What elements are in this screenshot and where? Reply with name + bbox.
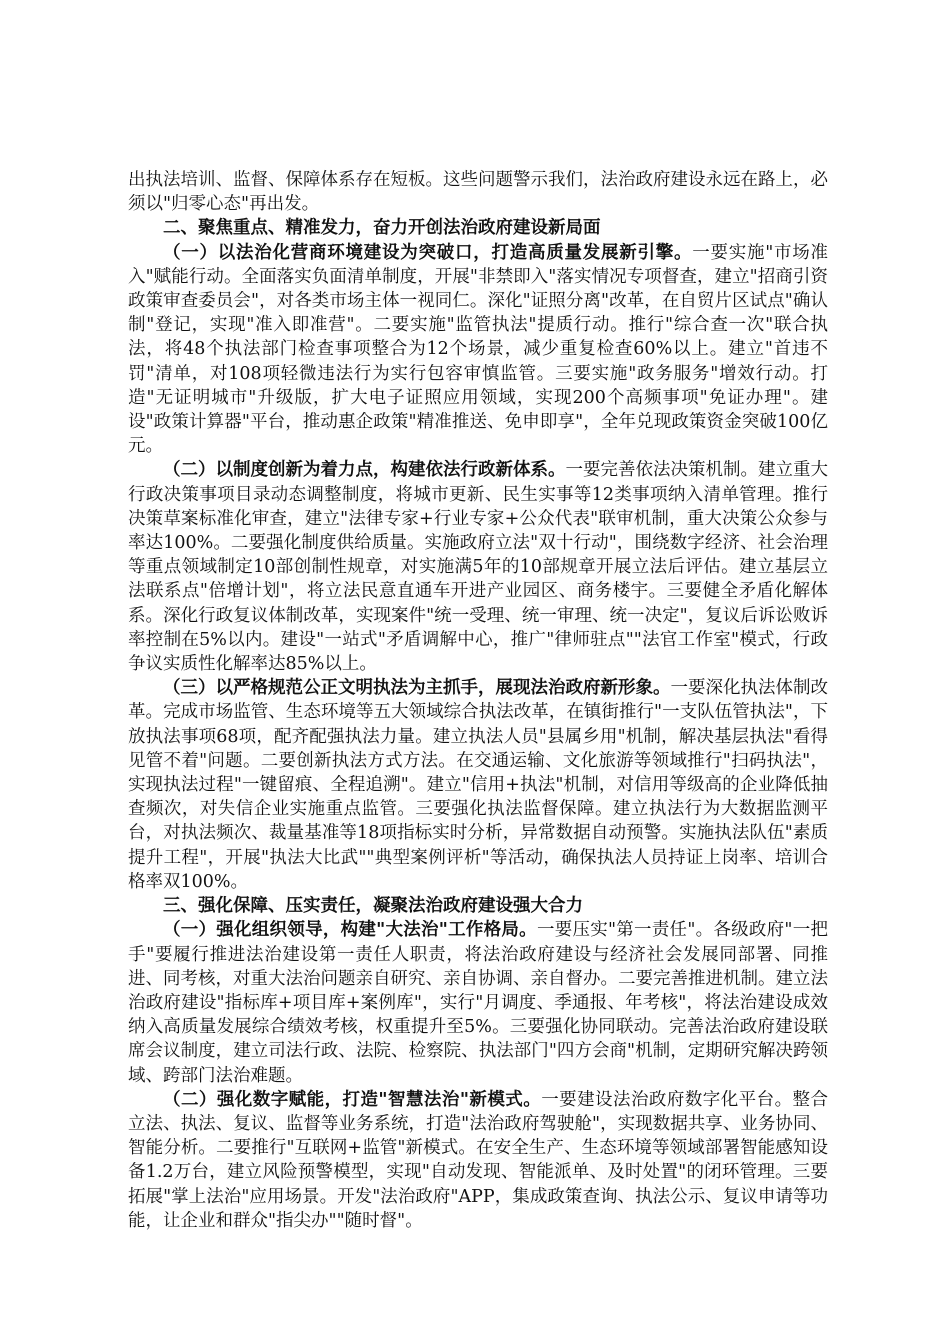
paragraph-lead: （二）强化数字赋能，打造"智慧法治"新模式。 — [163, 1089, 542, 1110]
paragraph-body: 一要完善依法决策机制。建立重大行政决策事项目录动态调整制度，将城市更新、民生实事等12类事项纳入清单管理。推行决策草案标准化审查，建立"法律专家+行业专家+公众代表"联审机制，重大决策公众参与率达100%。二要强化制度供给质量。实施政府立法"双十行动"，围绕数字经济、社会治理等重点领域制定10部创制性规章，对实施满5年的10部规章开展立法后评估。建立基层立法联系点"倍增计划"，将立法民意直通车开进产业园区、商务楼宇。三要健全矛盾化解体系。深化行政复议体制改革，实现案件"统一受理、统一审理、统一决定"，复议后诉讼败诉率控制在5%以内。建设"一站式"矛盾调解中心，推广"律师驻点""法官工作室"模式，行政争议实质性化解率达85%以上。 — [128, 460, 828, 675]
paragraph-body: 一要深化执法体制改革。完成市场监管、生态环境等五大领域综合执法改革，在镇街推行"一支队伍管执法"，下放执法事项68项，配齐配强执法力量。建立执法人员"县属乡用"机制，解决基层执法"看得见管不着"问题。二要创新执法方式方法。在交通运输、文化旅游等领域推行"扫码执法"，实现执法过程"一键留痕、全程追溯"。建立"信用+执法"机制，对信用等级高的企业降低抽查频次，对失信企业实施重点监管。三要强化执法监督保障。建立执法行为大数据监测平台，对执法频次、裁量基准等18项指标实时分析，异常数据自动预警。实施执法队伍"素质提升工程"，开展"执法大比武""典型案例评析"等活动，确保执法人员持证上岗率、培训合格率双100%。 — [128, 678, 828, 892]
paragraph-body: 一要实施"市场准入"赋能行动。全面落实负面清单制度，开展"非禁即入"落实情况专项督查，建立"招商引资政策审查委员会"，对各类市场主体一视同仁。深化"证照分离"改革，在自贸片区试点"确认制"登记，实现"准入即准营"。二要实施"监管执法"提质行动。推行"综合查一次"联合执法，将48个执法部门检查事项整合为12个场景，减少重复检查60%以上。建立"首违不罚"清单，对108项轻微违法行为实行包容审慎监管。三要实施"政务服务"增效行动。打造"无证明城市"升级版，扩大电子证照应用领域，实现200个高频事项"免证办理"。建设"政策计算器"平台，推动惠企政策"精准推送、免申即享"，全年兑现政策资金突破100亿元。 — [128, 242, 828, 457]
section-2-paragraph-2 — [128, 458, 828, 676]
paragraph-body: 一要压实"第一责任"。各级政府"一把手"要履行推进法治建设第一责任人职责，将法治政府建设与经济社会发展同部署、同推进、同考核，对重大法治问题亲自研究、亲自协调、亲自督办。二要完善推进机制。建立法治政府建设"指标库+项目库+案例库"，实行"月调度、季通报、年考核"，将法治建设成效纳入高质量发展综合绩效考核，权重提升至5%。三要强化协同联动。完善法治政府建设联席会议制度，建立司法行政、法院、检察院、执法部门"四方会商"机制，定期研究解决跨领域、跨部门法治难题。 — [128, 920, 828, 1086]
document-page — [128, 168, 828, 1233]
section-3-heading: 三、强化保障、压实责任，凝聚法治政府建设强大合力 — [163, 896, 583, 917]
section-3-paragraph-2 — [128, 1088, 828, 1233]
paragraph-lead: （二）以制度创新为着力点，构建依法行政新体系。 — [163, 460, 566, 481]
paragraph-body: 一要建设法治政府数字化平台。整合立法、执法、复议、监督等业务系统，打造"法治政府驾驶舱"，实现数据共享、业务协同、智能分析。二要推行"互联网+监管"新模式。在安全生产、生态环境等领域部署智能感知设备1.2万台，建立风险预警模型，实现"自动发现、智能派单、及时处置"的闭环管理。三要拓展"掌上法治"应用场景。开发"法治政府"APP，集成政策查询、执法公示、复议申请等功能，让企业和群众"指尖办""随时督"。 — [128, 1089, 828, 1231]
paragraph-lead: （三）以严格规范公正文明执法为主抓手，展现法治政府新形象。 — [163, 678, 671, 699]
paragraph-lead: （一）强化组织领导，构建"大法治"工作格局。 — [163, 920, 537, 941]
section-2-paragraph-3 — [128, 676, 828, 894]
paragraph-lead: （一）以法治化营商环境建设为突破口，打造高质量发展新引擎。 — [163, 242, 693, 263]
intro-tail-paragraph: 出执法培训、监督、保障体系存在短板。这些问题警示我们，法治政府建设永远在路上，必须以"归零心态"再出发。 — [128, 170, 828, 215]
section-2-heading: 二、聚焦重点、精准发力，奋力开创法治政府建设新局面 — [163, 218, 601, 239]
section-2-paragraph-1 — [128, 241, 828, 459]
section-3-paragraph-1 — [128, 918, 828, 1087]
